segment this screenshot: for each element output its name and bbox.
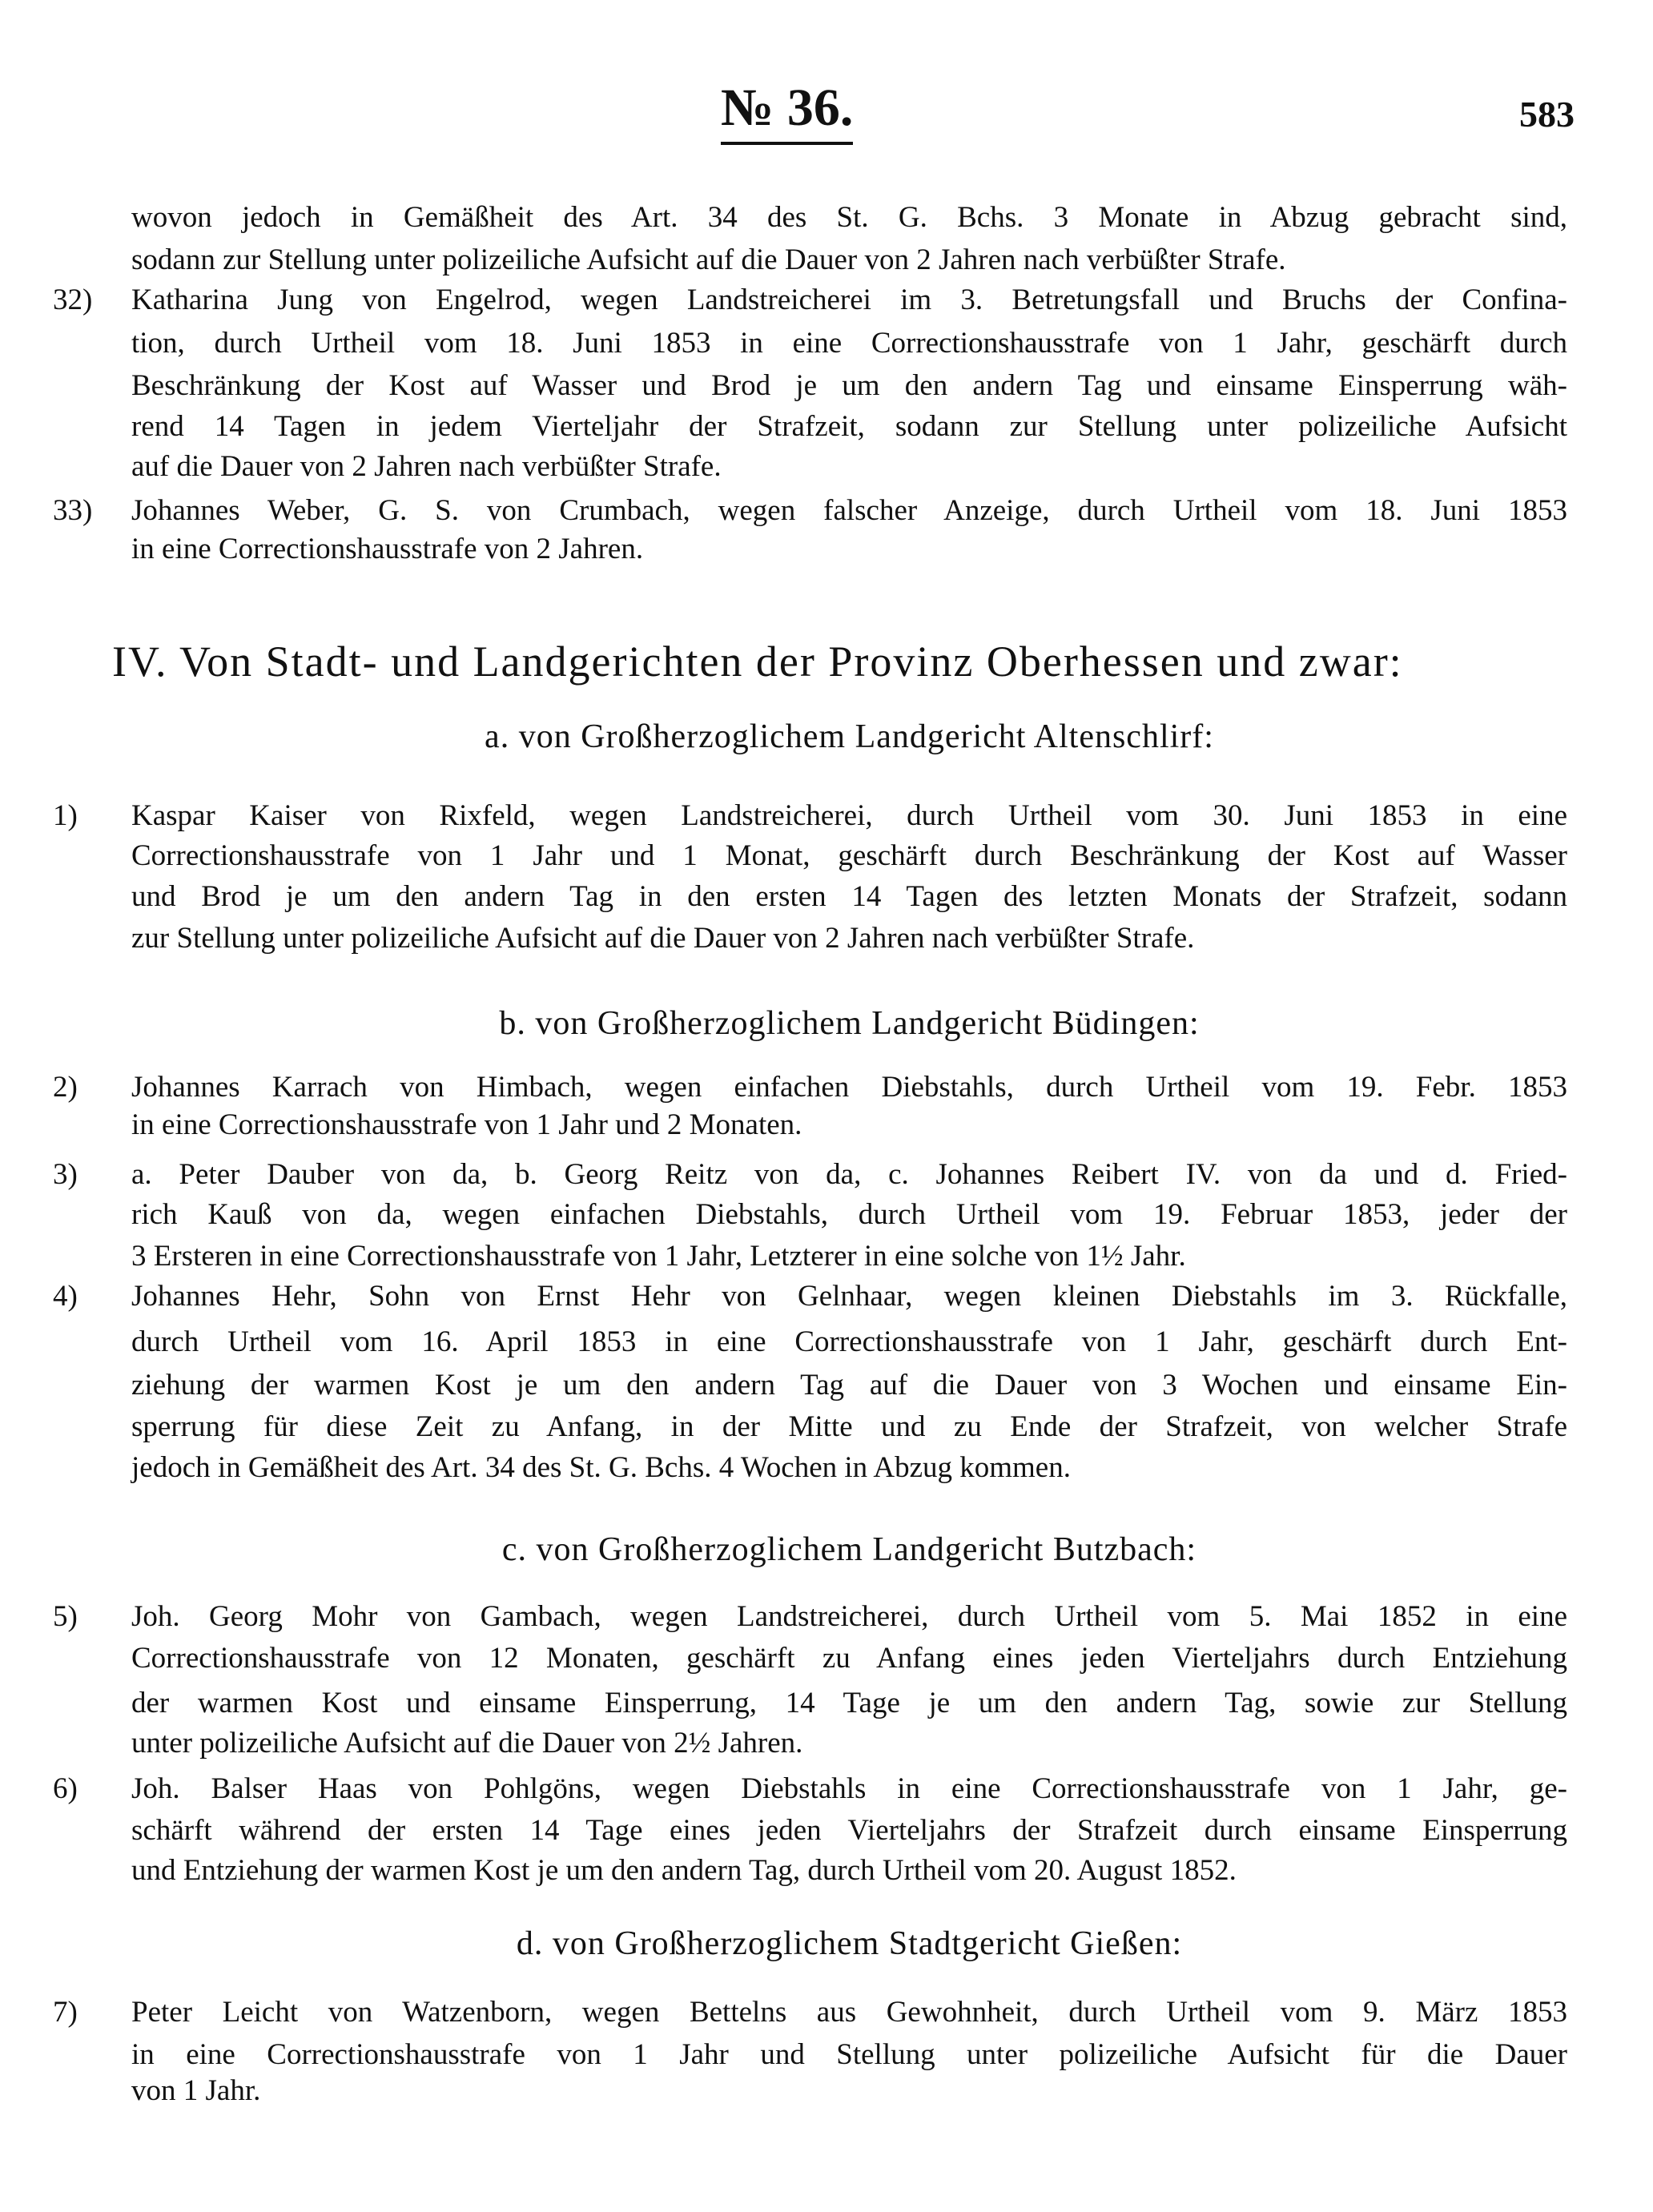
entry-number: 33) (53, 494, 93, 527)
entry-line: Correctionshausstrafe von 1 Jahr und 1 Monat, geschärft durch Beschränkung der Kost auf Wasser (131, 839, 1567, 872)
entry-line: Joh. Balser Haas von Pohlgöns, wegen Diebstahls in eine Correctionshausstrafe von 1 Jahr, ge- (131, 1772, 1567, 1805)
entry-line: von 1 Jahr. (131, 2074, 261, 2107)
entry-line: schärft während der ersten 14 Tage eines jeden Vierteljahrs der Strafzeit durch einsame Einsperrung (131, 1814, 1567, 1847)
entry-line: und Brod je um den andern Tag in den ersten 14 Tagen des letzten Monats der Strafzeit, sodann (131, 880, 1567, 913)
entry-line: Katharina Jung von Engelrod, wegen Landstreicherei im 3. Betretungsfall und Bruchs der Confina- (131, 284, 1567, 316)
entry-line: rich Kauß von da, wegen einfachen Diebstahls, durch Urtheil vom 19. Februar 1853, jeder der (131, 1198, 1567, 1231)
entry-line: der warmen Kost und einsame Einsperrung, 14 Tage je um den andern Tag, sowie zur Stellung (131, 1687, 1567, 1719)
entry-line: und Entziehung der warmen Kost je um den andern Tag, durch Urtheil vom 20. August 1852. (131, 1854, 1237, 1887)
entry-line: wovon jedoch in Gemäßheit des Art. 34 des St. G. Bchs. 3 Monate in Abzug gebracht sind, (131, 201, 1567, 234)
entry-line: Johannes Hehr, Sohn von Ernst Hehr von Gelnhaar, wegen kleinen Diebstahls im 3. Rückfalle, (131, 1280, 1567, 1313)
section-heading: IV. Von Stadt- und Landgerichten der Provinz Oberhessen und zwar: (112, 637, 1403, 686)
entry-line: unter polizeiliche Aufsicht auf die Dauer von 2½ Jahren. (131, 1727, 803, 1760)
entry-line: a. Peter Dauber von da, b. Georg Reitz von da, c. Johannes Reibert IV. von da und d. Fried- (131, 1158, 1567, 1191)
entry-line: in eine Correctionshausstrafe von 1 Jahr und Stellung unter polizeiliche Aufsicht für die Dauer (131, 2038, 1567, 2071)
entry-number: 32) (53, 284, 93, 316)
court-subheading: b. von Großherzoglichem Landgericht Büdingen: (499, 1005, 1200, 1042)
entry-number: 7) (53, 1996, 78, 2029)
entry-line: Kaspar Kaiser von Rixfeld, wegen Landstreicherei, durch Urtheil vom 30. Juni 1853 in eine (131, 799, 1567, 832)
entry-line: ziehung der warmen Kost je um den andern Tag auf die Dauer von 3 Wochen und einsame Ein- (131, 1369, 1567, 1402)
entry-line: Joh. Georg Mohr von Gambach, wegen Landstreicherei, durch Urtheil vom 5. Mai 1852 in eine (131, 1600, 1567, 1633)
entry-line: Johannes Weber, G. S. von Crumbach, wegen falscher Anzeige, durch Urtheil vom 18. Juni 1853 (131, 494, 1567, 527)
court-subheading: a. von Großherzoglichem Landgericht Altenschlirf: (485, 718, 1214, 755)
entry-line: in eine Correctionshausstrafe von 1 Jahr und 2 Monaten. (131, 1108, 802, 1141)
entry-number: 6) (53, 1772, 78, 1805)
entry-line: Correctionshausstrafe von 12 Monaten, geschärft zu Anfang eines jeden Vierteljahrs durch Entziehung (131, 1642, 1567, 1675)
entry-number: 5) (53, 1600, 78, 1633)
issue-number: № 36. (721, 76, 853, 145)
court-subheading: d. von Großherzoglichem Stadtgericht Gießen: (516, 1925, 1183, 1962)
entry-line: zur Stellung unter polizeiliche Aufsicht auf die Dauer von 2 Jahren nach verbüßter Strafe. (131, 922, 1195, 955)
entry-line: 3 Ersteren in eine Correctionshausstrafe von 1 Jahr, Letzterer in eine solche von 1½ Jahr. (131, 1240, 1186, 1273)
court-subheading: c. von Großherzoglichem Landgericht Butzbach: (501, 1531, 1197, 1568)
page-number: 583 (1519, 94, 1575, 135)
entry-number: 3) (53, 1158, 78, 1191)
entry-line: jedoch in Gemäßheit des Art. 34 des St. G. Bchs. 4 Wochen in Abzug kommen. (131, 1451, 1071, 1484)
entry-line: Peter Leicht von Watzenborn, wegen Bettelns aus Gewohnheit, durch Urtheil vom 9. März 1853 (131, 1996, 1567, 2029)
entry-line: in eine Correctionshausstrafe von 2 Jahren. (131, 533, 644, 565)
entry-number: 1) (53, 799, 78, 832)
entry-line: tion, durch Urtheil vom 18. Juni 1853 in eine Correctionshausstrafe von 1 Jahr, geschärft durch (131, 327, 1567, 360)
entry-line: sperrung für diese Zeit zu Anfang, in der Mitte und zu Ende der Strafzeit, von welcher Strafe (131, 1410, 1567, 1443)
entry-line: sodann zur Stellung unter polizeiliche Aufsicht auf die Dauer von 2 Jahren nach verbüßter Strafe. (131, 243, 1286, 276)
entry-number: 2) (53, 1071, 78, 1104)
entry-line: Johannes Karrach von Himbach, wegen einfachen Diebstahls, durch Urtheil vom 19. Febr. 1853 (131, 1071, 1567, 1104)
entry-line: Beschränkung der Kost auf Wasser und Brod je um den andern Tag und einsame Einsperrung wäh- (131, 369, 1567, 402)
entry-line: auf die Dauer von 2 Jahren nach verbüßter Strafe. (131, 450, 722, 483)
entry-line: durch Urtheil vom 16. April 1853 in eine Correctionshausstrafe von 1 Jahr, geschärft durch Ent- (131, 1325, 1567, 1358)
entry-line: rend 14 Tagen in jedem Vierteljahr der Strafzeit, sodann zur Stellung unter polizeiliche Aufsicht (131, 410, 1567, 443)
entry-number: 4) (53, 1280, 78, 1313)
